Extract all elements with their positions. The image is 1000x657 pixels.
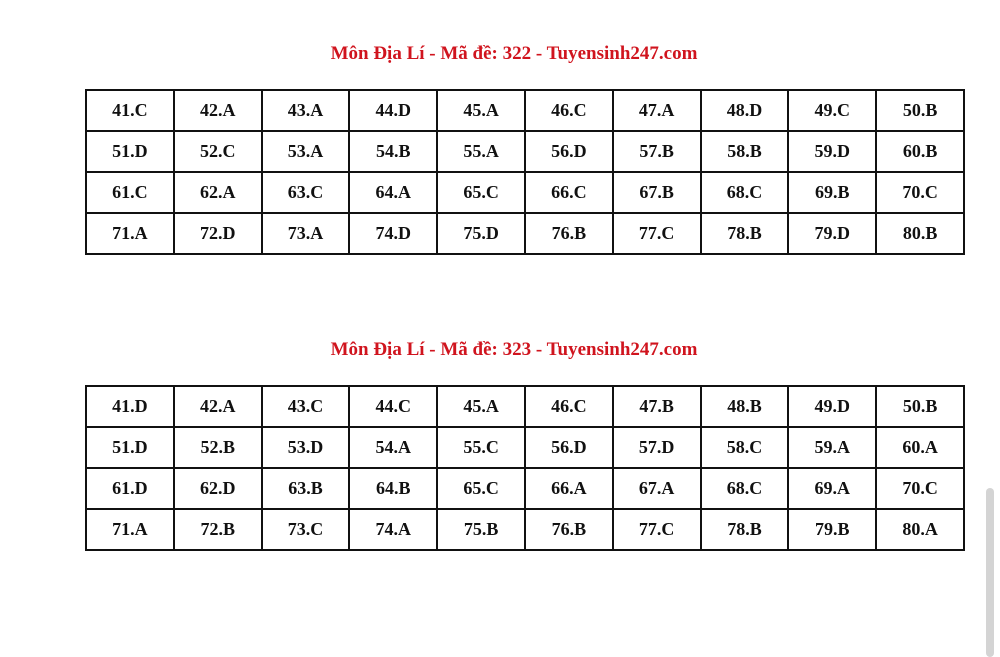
answer-cell: 41.D [86, 386, 174, 427]
table-row [86, 213, 964, 254]
answer-cell: 59.A [788, 427, 876, 468]
answer-cell: 58.B [701, 131, 789, 172]
answer-cell: 43.C [262, 386, 350, 427]
answer-cell: 57.B [613, 131, 701, 172]
answer-cell: 50.B [876, 386, 964, 427]
answer-cell: 52.C [174, 131, 262, 172]
answer-cell: 42.A [174, 90, 262, 131]
answer-cell: 79.D [788, 213, 876, 254]
answer-cell: 60.B [876, 131, 964, 172]
answer-cell: 56.D [525, 427, 613, 468]
answer-cell: 48.D [701, 90, 789, 131]
answer-cell: 69.B [788, 172, 876, 213]
answer-cell: 66.C [525, 172, 613, 213]
answer-cell: 74.D [349, 213, 437, 254]
section-title: Môn Địa Lí - Mã đề: 322 - Tuyensinh247.com [330, 43, 698, 64]
answer-cell: 60.A [876, 427, 964, 468]
answer-cell: 61.D [86, 468, 174, 509]
answer-table [85, 89, 965, 255]
answer-cell: 59.D [788, 131, 876, 172]
table-row [86, 386, 964, 427]
answer-cell: 68.C [701, 172, 789, 213]
section-title: Môn Địa Lí - Mã đề: 323 - Tuyensinh247.com [330, 339, 698, 360]
answer-cell: 42.A [174, 386, 262, 427]
answer-cell: 80.A [876, 509, 964, 550]
answer-cell: 65.C [437, 172, 525, 213]
answer-key-section-323 [0, 337, 1000, 539]
answer-cell: 45.A [437, 386, 525, 427]
answer-cell: 41.C [86, 90, 174, 131]
answer-cell: 49.C [788, 90, 876, 131]
answer-cell: 75.B [437, 509, 525, 550]
answer-cell: 77.C [613, 213, 701, 254]
answer-cell: 55.A [437, 131, 525, 172]
answer-cell: 79.B [788, 509, 876, 550]
table-row [86, 427, 964, 468]
answer-cell: 52.B [174, 427, 262, 468]
table-row [86, 90, 964, 131]
answer-cell: 51.D [86, 427, 174, 468]
answer-cell: 66.A [525, 468, 613, 509]
answer-cell: 47.B [613, 386, 701, 427]
answer-cell: 69.A [788, 468, 876, 509]
table-row [86, 468, 964, 509]
answer-key-section-322 [0, 41, 1000, 243]
answer-cell: 67.B [613, 172, 701, 213]
answer-cell: 64.A [349, 172, 437, 213]
answer-cell: 54.A [349, 427, 437, 468]
answer-cell: 62.A [174, 172, 262, 213]
answer-cell: 77.C [613, 509, 701, 550]
table-row [86, 172, 964, 213]
answer-cell: 75.D [437, 213, 525, 254]
answer-cell: 65.C [437, 468, 525, 509]
answer-cell: 43.A [262, 90, 350, 131]
answer-cell: 67.A [613, 468, 701, 509]
answer-cell: 48.B [701, 386, 789, 427]
answer-cell: 78.B [701, 509, 789, 550]
answer-cell: 53.A [262, 131, 350, 172]
answer-cell: 53.D [262, 427, 350, 468]
answer-cell: 46.C [525, 386, 613, 427]
scrollbar[interactable] [986, 488, 994, 657]
answer-cell: 63.C [262, 172, 350, 213]
answer-cell: 63.B [262, 468, 350, 509]
answer-cell: 58.C [701, 427, 789, 468]
table-row [86, 509, 964, 550]
answer-cell: 68.C [701, 468, 789, 509]
answer-cell: 73.A [262, 213, 350, 254]
answer-cell: 70.C [876, 468, 964, 509]
answer-cell: 71.A [86, 213, 174, 254]
answer-table [85, 385, 965, 551]
answer-cell: 49.D [788, 386, 876, 427]
answer-cell: 76.B [525, 213, 613, 254]
answer-cell: 44.D [349, 90, 437, 131]
answer-cell: 70.C [876, 172, 964, 213]
answer-cell: 51.D [86, 131, 174, 172]
answer-cell: 57.D [613, 427, 701, 468]
answer-cell: 45.A [437, 90, 525, 131]
answer-cell: 62.D [174, 468, 262, 509]
table-row [86, 131, 964, 172]
answer-cell: 76.B [525, 509, 613, 550]
answer-cell: 73.C [262, 509, 350, 550]
answer-cell: 55.C [437, 427, 525, 468]
answer-cell: 54.B [349, 131, 437, 172]
answer-cell: 44.C [349, 386, 437, 427]
answer-cell: 71.A [86, 509, 174, 550]
answer-cell: 50.B [876, 90, 964, 131]
answer-cell: 46.C [525, 90, 613, 131]
answer-cell: 64.B [349, 468, 437, 509]
answer-cell: 61.C [86, 172, 174, 213]
answer-cell: 47.A [613, 90, 701, 131]
answer-cell: 80.B [876, 213, 964, 254]
answer-cell: 56.D [525, 131, 613, 172]
answer-cell: 72.B [174, 509, 262, 550]
answer-cell: 74.A [349, 509, 437, 550]
answer-cell: 72.D [174, 213, 262, 254]
answer-cell: 78.B [701, 213, 789, 254]
